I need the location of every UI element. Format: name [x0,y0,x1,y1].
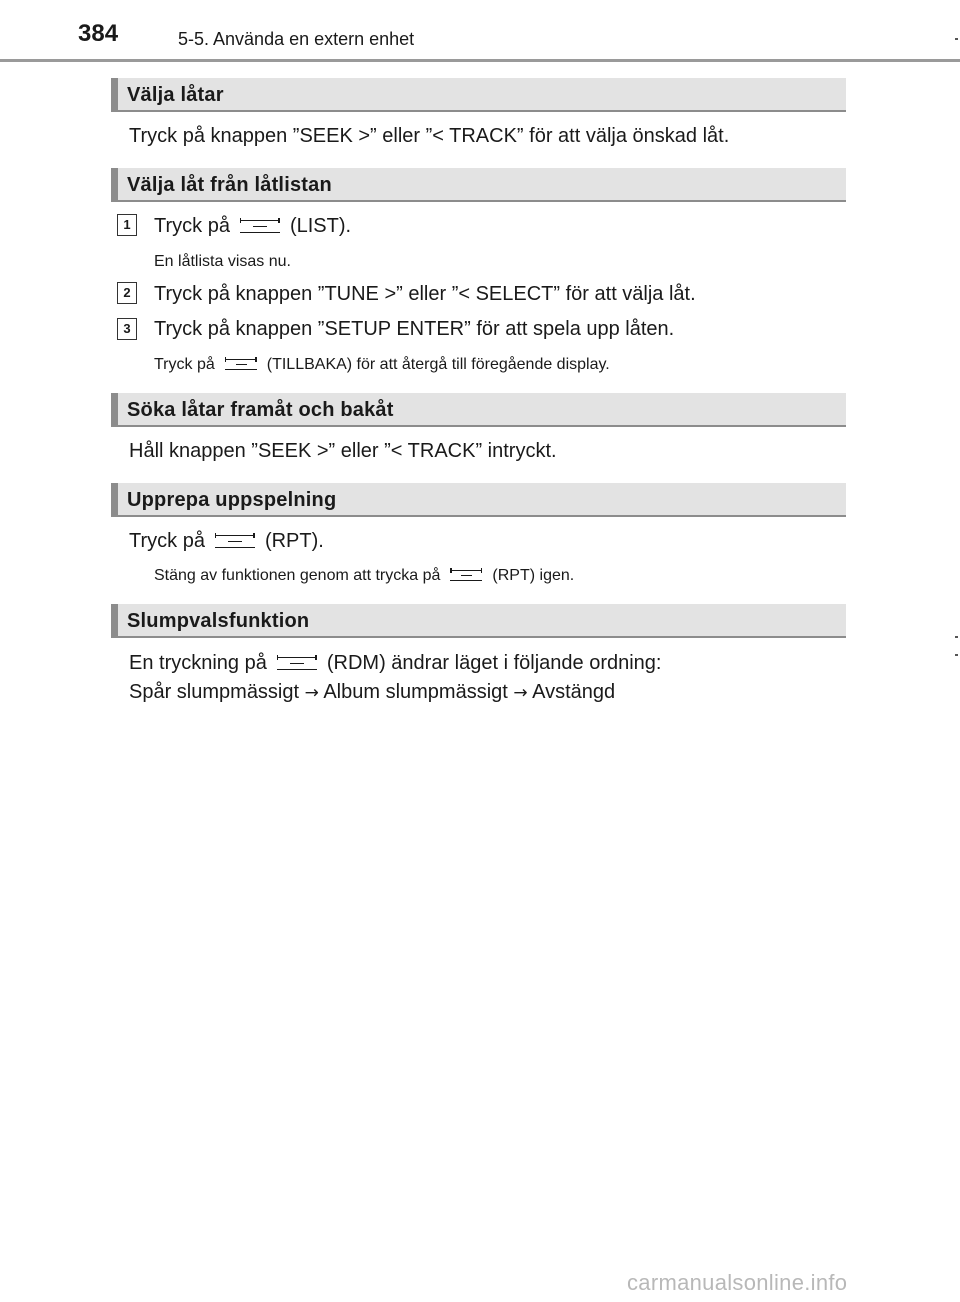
watermark: carmanualsonline.info [627,1270,848,1295]
random-seq-2: Album slumpmässigt [323,681,508,703]
back-button-icon [225,359,257,370]
rpt-button-icon [215,535,255,548]
step-3-text: Tryck på knappen ”SETUP ENTER” för att spela upp låten. [154,318,675,340]
random-seq-3: Avstängd [532,681,616,703]
step-number-2: 2 [117,282,137,304]
repeat-note [154,566,574,586]
random-post: (RDM) ändrar läget i följande ordning: [326,652,662,674]
header-rule [0,59,960,62]
repeat-pre: Tryck på [129,530,205,552]
step-3-note-post: (TILLBAKA) för att återgå till föregående display. [266,356,610,373]
section-title: Slumpvalsfunktion [127,610,310,632]
rpt-button-icon [450,570,482,581]
rdm-button-icon [277,657,317,670]
section-title: Välja låtar [127,84,224,106]
seek-text: Håll knappen ”SEEK >” eller ”< TRACK” intryckt. [129,440,557,462]
arrow-right-icon: → [513,683,528,703]
arrow-right-icon: → [304,683,319,703]
step-2-text: Tryck på knappen ”TUNE >” eller ”< SELECT” för att välja låt. [154,283,696,305]
step-1-pre: Tryck på [154,215,230,237]
margin-tick [955,636,958,638]
chapter-title: 5-5. Använda en extern enhet [178,29,415,49]
random-pre: En tryckning på [129,652,267,674]
step-number-3: 3 [117,318,137,340]
repeat-note-pre: Stäng av funktionen genom att trycka på [154,567,441,584]
section-heading-seek [111,393,846,427]
section-title: Söka låtar framåt och bakåt [127,399,394,421]
repeat-post: (RPT). [264,530,324,552]
section-heading-random [111,604,846,638]
random-text [129,651,661,675]
select-tracks-text: Tryck på knappen ”SEEK >” eller ”< TRACK” för att välja önskad låt. [129,125,730,147]
repeat-text [129,529,324,553]
random-sequence [129,680,615,705]
step-number-1: 1 [117,214,137,236]
random-seq-1: Spår slumpmässigt [129,681,300,703]
repeat-note-post: (RPT) igen. [492,567,575,584]
section-heading-select-tracks [111,78,846,112]
step-1-post: (LIST). [289,215,352,237]
list-button-icon [240,220,280,233]
section-heading-repeat [111,483,846,517]
section-title: Upprepa uppspelning [127,489,337,511]
step-3-note [154,355,610,375]
step-1-text [154,214,351,238]
step-3-note-pre: Tryck på [154,356,215,373]
margin-tick [955,654,958,656]
step-1-note: En låtlista visas nu. [154,253,291,270]
page-header [0,0,960,64]
page-number: 384 [78,20,119,47]
section-title: Välja låt från låtlistan [127,174,332,196]
margin-tick [955,38,958,40]
section-heading-track-list [111,168,846,202]
